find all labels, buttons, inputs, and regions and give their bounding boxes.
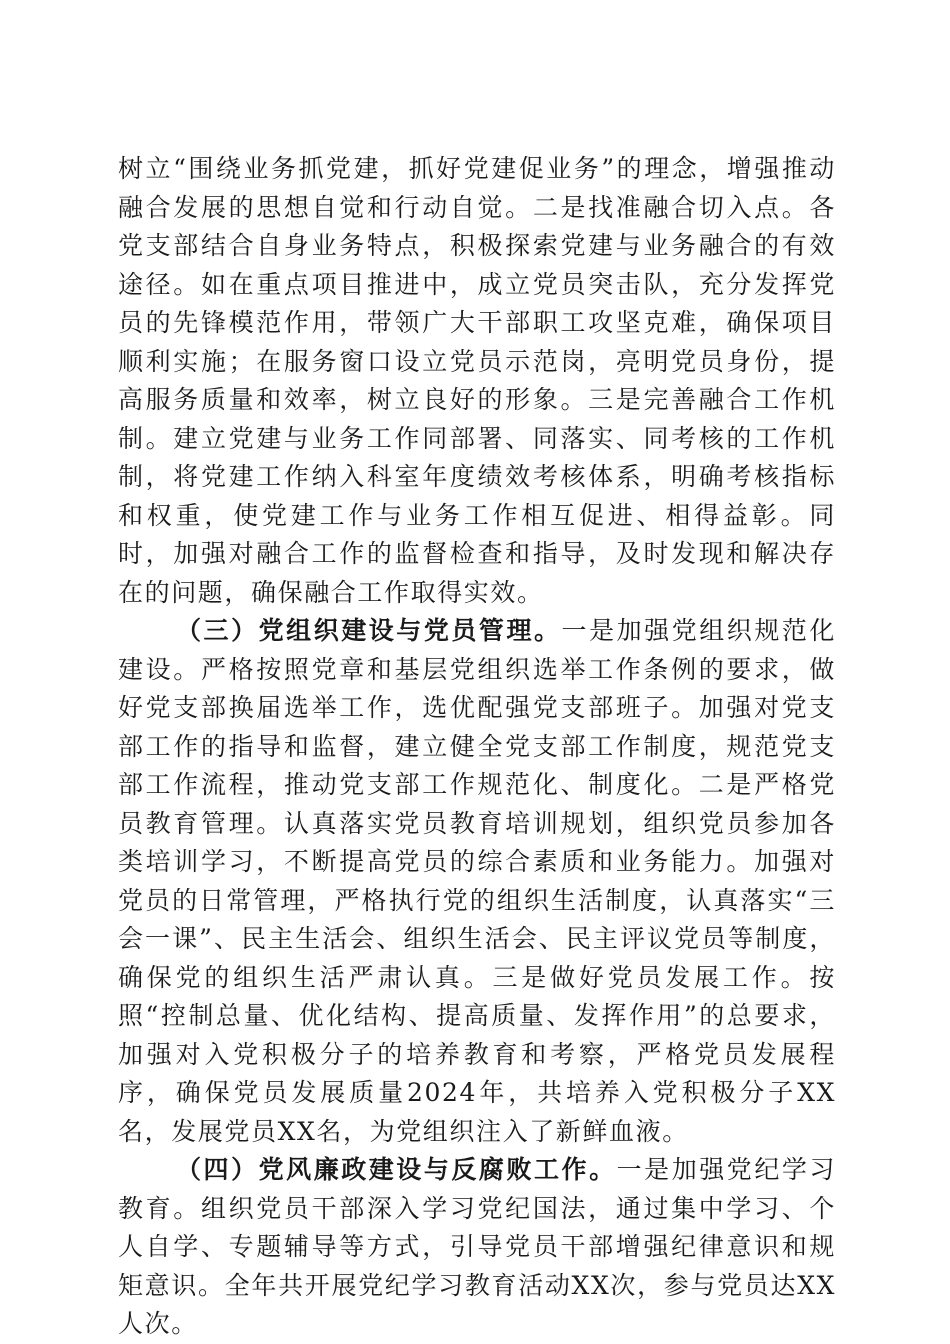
paragraph-section-4 — [118, 1151, 836, 1344]
paragraph-text: 一是加强党组织规范化建设。严格按照党章和基层党组织选举工作条例的要求，做好党支部换届选举工作，选优配强党支部班子。加强对党支部工作的指导和监督，建立健全党支部工作制度，规范党支部工作流程，推动党支部工作规范化、制度化。二是严格党员教育管理。认真落实党员教育培训规划，组织党员参加各类培训学习，不断提高党员的综合素质和业务能力。加强对党员的日常管理，严格执行党的组织生活制度，认真落实“三会一课”、民主生活会、组织生活会、民主评议党员等制度，确保党的组织生活严肃认真。三是做好党员发展工作。按照“控制总量、优化结构、提高质量、发挥作用”的总要求，加强对入党积极分子的培养教育和考察，严格党员发展程序，确保党员发展质量2024年，共培养入党积极分子XX名，发展党员XX名，为党组织注入了新鲜血液。 — [118, 616, 836, 1146]
paragraph-continuation — [118, 150, 836, 612]
paragraph-section-3 — [118, 612, 836, 1151]
paragraph-text: 树立“围绕业务抓党建，抓好党建促业务”的理念，增强推动融合发展的思想自觉和行动自觉。二是找准融合切入点。各党支部结合自身业务特点，积极探索党建与业务融合的有效途径。如在重点项目推进中，成立党员突击队，充分发挥党员的先锋模范作用，带领广大干部职工攻坚克难，确保项目顺利实施；在服务窗口设立党员示范岗，亮明党员身份，提高服务质量和效率，树立良好的形象。三是完善融合工作机制。建立党建与业务工作同部署、同落实、同考核的工作机制，将党建工作纳入科室年度绩效考核体系，明确考核指标和权重，使党建工作与业务工作相互促进、相得益彰。同时，加强对融合工作的监督检查和指导，及时发现和解决存在的问题，确保融合工作取得实效。 — [118, 154, 836, 607]
document-body — [118, 150, 836, 1344]
paragraph-text: 一是加强党纪学习教育。组织党员干部深入学习党纪国法，通过集中学习、个人自学、专题辅导等方式，引导党员干部增强纪律意识和规矩意识。全年共开展党纪学习教育活动XX次，参与党员达XX人次。 — [118, 1155, 836, 1338]
section-heading-4: （四）党风廉政建设与反腐败工作。 — [176, 1155, 617, 1184]
section-heading-3: （三）党组织建设与党员管理。 — [176, 616, 562, 645]
